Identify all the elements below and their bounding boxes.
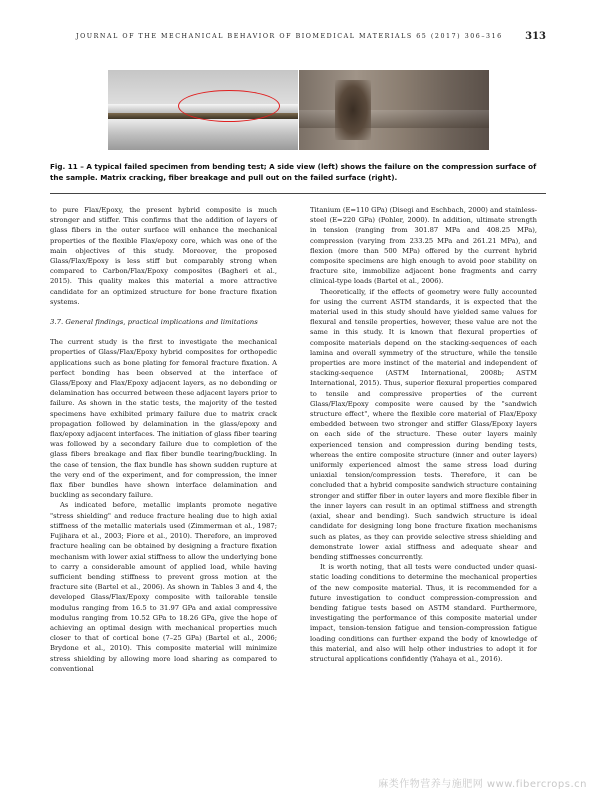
caption-divider xyxy=(50,193,546,194)
page-header xyxy=(76,33,546,47)
fiber-pullout-region xyxy=(335,80,371,140)
paragraph: Theoretically, if the effects of geometry were fully accounted for using the current ASTM standards, it is expected that the material used in this study should have yielded same values for flexural and tensile properties, however, these value are not the same in this study. It is known that flexural properties of composite materials depend on the stacking-sequences of each lamina and overall symmetry of the structure, while the tensile properties are more instinct of the material and independent of stacking-sequence (ASTM International, 2008b; ASTM International, 2015). Thus, superior flexural properties compared to tensile and compressive properties of the current Glass/Flax/Epoxy composite were caused by the "sandwich structure effect", where the flexible core material of Flax/Epoxy embedded between two stronger and stiffer Glass/Epoxy layers on each side of the structure. These outer layers mainly experienced tension and compression during bending tests, whereas the entire composite structure (inner and outer layers) uniformly experienced almost the same stress load during uniaxial tension/compression tests. Therefore, it can be concluded that a hybrid composite sandwich structure containing stronger and stiffer fiber in outer layers and more flexible fiber in the inner layers can result in an optimal stiffness and strength (axial, shear and bending). Such sandwich structure is ideal candidate for designing long bone fracture fixation mechanisms such as plates, as they can provide selective stress shielding and demonstrate lower axial stiffness and adequate shear and bending stiffnesses concurrently. xyxy=(310,287,537,561)
paragraph: Titanium (E=110 GPa) (Disegi and Eschbach, 2000) and stainless-steel (E=220 GPa) (Pohler, 2000). In addition, ultimate strength in tension (ranging from 301.87 MPa and 408.25 MPa), compression (varying from 233.25 MPa and 261.21 MPa), and flexion (more than 500 MPa) offered by the current hybrid composite specimens are high enough to avoid poor stability on fracture site, immobilize adjacent bone fragments and carry clinical-type loads (Bartel et al., 2006). xyxy=(310,206,537,286)
figure-failed-surface-photo xyxy=(299,70,489,150)
figure-caption: Fig. 11 – A typical failed specimen from bending test; A side view (left) shows the failure on the compression surface of the sample. Matrix cracking, fiber breakage and pull out on the failed surface (right). xyxy=(50,162,537,182)
paragraph: The current study is the first to investigate the mechanical properties of Glass/Flax/Epoxy hybrid composites for orthopedic applications such as bone plating for femoral fracture fixation. A perfect bonding has been observed at the interface of Glass/Epoxy and Flax/Epoxy adjacent layers, as no debonding or delamination has occurred between these adjacent layers prior to failure. As shown in the static tests, the majority of the tested specimens have exhibited primary failure due to matrix crack propagation followed by delamination in the glass/epoxy and flax/epoxy adjacent interfaces. The initiation of glass fiber tearing was followed by a secondary failure due to completion of the glass fibers breakage and flax fiber bundle tearing/buckling. In the case of tension, the flax bundle has shown sudden rupture at the very end of the experiment, and for compression, the inner flax fiber bundles have shown interface delamination and buckling as secondary failure. xyxy=(50,338,277,500)
photo-layer xyxy=(299,110,489,128)
section-heading: 3.7. General findings, practical implications and limitations xyxy=(50,318,258,327)
running-head: JOURNAL OF THE MECHANICAL BEHAVIOR OF BIOMEDICAL MATERIALS 65 (2017) 306–316 xyxy=(76,33,503,40)
figure-11 xyxy=(108,70,489,150)
left-column xyxy=(50,205,277,674)
failure-highlight-ellipse xyxy=(178,90,280,122)
paragraph: to pure Flax/Epoxy, the present hybrid composite is much stronger and stiffer. This confirms that the addition of layers of glass fibers in the outer surface will enhance the mechanical properties of the flexible Flax/epoxy core, which was one of the main objectives of this study. Moreover, the proposed Glass/Flax/Epoxy is less stiff but comparably strong when compared to Carbon/Flax/Epoxy composites (Bagheri et al., 2015). This quality makes this material a more attractive candidate for an optimized structure for bone fracture fixation systems. xyxy=(50,206,277,306)
paragraph: As indicated before, metallic implants promote negative "stress shielding" and reduce fracture healing due to high axial stiffness of the metallic materials used (Zimmerman et al., 1987; Fujihara et al., 2003; Fiore et al., 2010). Therefore, an improved fracture healing can be obtained by designing a fracture fixation mechanism with lower axial stiffness to allow the underlying bone to carry a considerable amount of applied load, while having sufficient bending stiffness to prevent gross motion at the fracture site (Bartel et al., 2006). As shown in Tables 3 and 4, the developed Glass/Flax/Epoxy composite with tailorable tensile modulus ranging from 16.5 to 31.97 GPa and axial compressive modulus ranging from 10.52 GPa to 18.26 GPa, give the hope of achieving an optimal design with mechanical properties much closer to that of cortical bone (7–25 GPa) (Bartel et al., 2006; Brydone et al., 2010). This composite material will minimize stress shielding by allowing more load sharing as compared to conventional xyxy=(50,501,277,673)
page-number: 313 xyxy=(525,31,546,42)
paragraph: It is worth noting, that all tests were conducted under quasi-static loading conditions to determine the mechanical properties of the new composite material. Thus, it is recommended for a future investigation to conduct compression-compression and bending fatigue tests based on ASTM standard. Furthermore, investigating the performance of this composite material under impact, tension-tension fatigue and tension-compression fatigue loading conditions can further expand the body of knowledge of this material, and also will help other industries to adopt it for structural applications confidently (Yahaya et al., 2016). xyxy=(310,563,537,663)
right-column xyxy=(310,205,537,664)
figure-side-view-photo xyxy=(108,70,298,150)
watermark: 麻类作物营养与施肥网 www.fibercrops.cn xyxy=(378,779,587,790)
